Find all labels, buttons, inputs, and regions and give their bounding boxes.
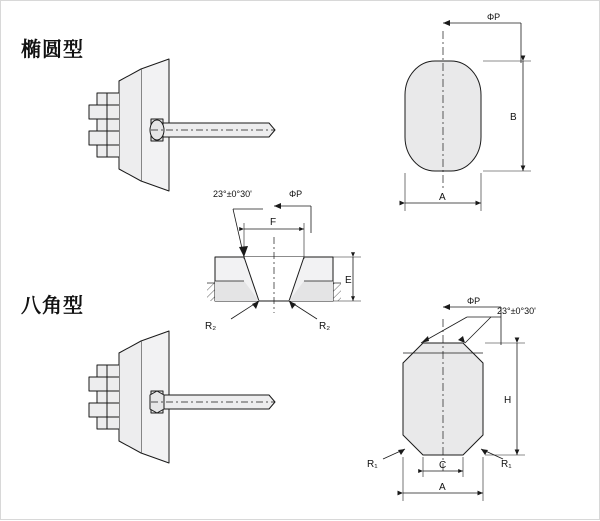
octagonal-flange-assembly <box>89 331 275 463</box>
technical-drawing <box>1 1 600 521</box>
label-f-groove-width: F <box>270 217 277 228</box>
label-angle-octagonal: 23°±0°30' <box>497 306 536 316</box>
label-r1-left: R₁ <box>367 459 378 470</box>
groove-detail <box>207 203 361 319</box>
label-h-octagonal-height: H <box>504 395 512 406</box>
label-a-octagonal-width: A <box>439 482 446 493</box>
label-r1-right: R₁ <box>501 459 512 470</box>
label-r2-right: R₂ <box>319 321 331 332</box>
label-b-oval-height: B <box>510 112 517 123</box>
title-octagonal-type: 八角型 <box>21 295 84 317</box>
label-angle-groove: 23°±0°30' <box>213 189 252 199</box>
label-phi-p-octagonal: ΦP <box>467 296 481 306</box>
label-c-flat-width: C <box>439 460 447 471</box>
oval-flange-assembly <box>89 59 275 191</box>
label-e-groove-depth: E <box>345 275 352 286</box>
label-phi-p-groove: ΦP <box>289 189 303 199</box>
label-a-oval-width: A <box>439 192 446 203</box>
label-phi-p-oval: ΦP <box>487 12 501 22</box>
label-r2-left: R₂ <box>205 321 217 332</box>
title-oval-type: 椭圆型 <box>21 39 84 61</box>
